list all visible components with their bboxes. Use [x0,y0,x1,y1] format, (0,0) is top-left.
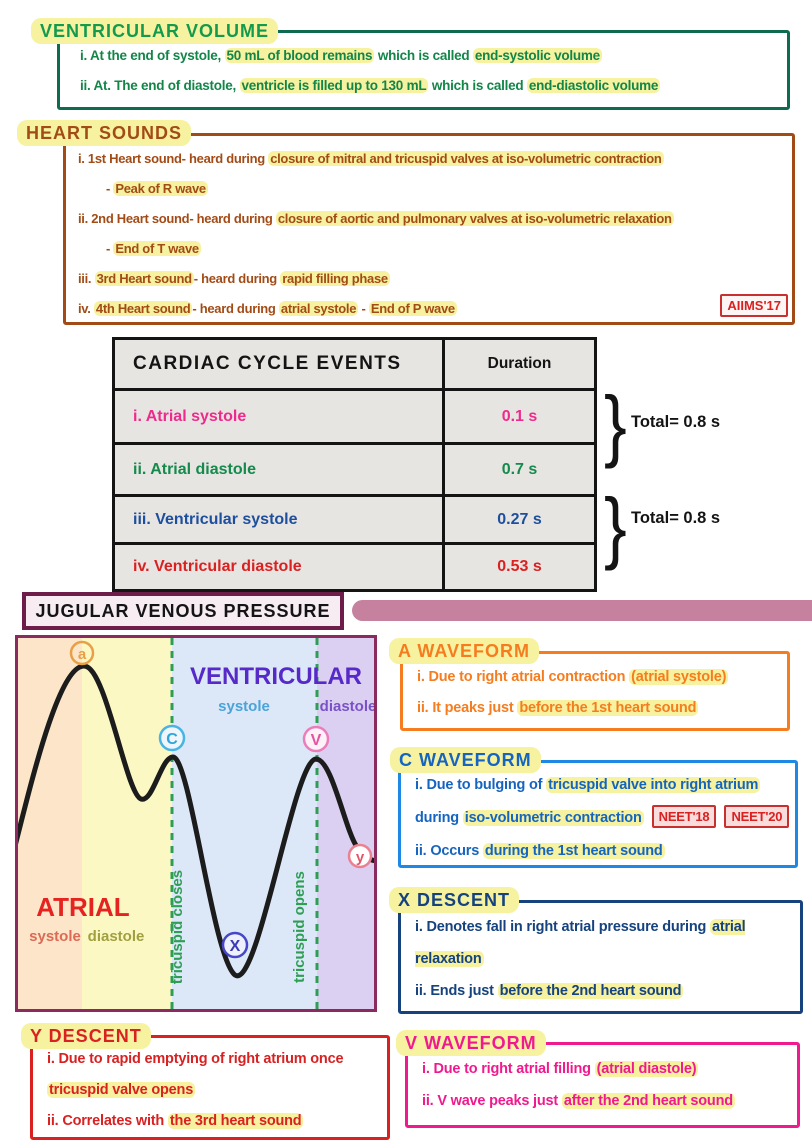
y-descent-label: y [355,849,365,866]
v-wave-label: V [310,732,322,749]
tricuspid-opens-label: tricuspid opens [291,871,308,983]
region-atrial-systole [18,638,82,1009]
section-ventricular-volume [40,21,790,110]
atrial-diastole-label: diastole [87,928,145,945]
c-waveform-items [401,763,795,868]
atrial-region-label: ATRIAL [36,892,130,922]
section-x-descent [398,890,803,1014]
x-descent-items [401,903,800,1007]
exam-badge-aiims17: AIIMS'17 [720,294,788,317]
table-row-value: 0.27 s [445,497,594,542]
note-line: i. Denotes fall in right atrial pressure during atrial relaxation [415,919,746,967]
section-y-descent [30,1026,390,1140]
a-wave-label: a [77,646,87,663]
ventricular-diastole-label: diastole [319,698,374,715]
note-line: i. At the end of systole, 50 mL of blood remains which is called end-systolic volume [80,48,600,63]
section-title-heart-sounds: HEART SOUNDS [17,120,191,146]
heart-sounds-items [66,136,792,324]
ventricular-systole-label: systole [218,698,270,715]
jvp-waveform-graph [15,635,377,1012]
table-row-label: i. Atrial systole [115,391,442,442]
brace-ventricular-total: } [604,482,627,571]
table-row-label: ii. Atrial diastole [115,445,442,494]
section-v-waveform [405,1033,800,1128]
region-atrial-diastole [82,638,172,1009]
note-line: i. Due to rapid emptying of right atrium once tricuspid valve opens [47,1051,344,1098]
note-line: ii. Occurs during the 1st heart sound [415,843,663,859]
note-line: ii. Correlates with the 3rd heart sound [47,1113,302,1129]
y-descent-items [33,1038,387,1137]
section-title-y-descent: Y DESCENT [21,1023,151,1049]
note-line: iv. 4th Heart sound - heard during atrial systole - End of P wave [78,301,455,316]
note-line: ii. V wave peaks just after the 2nd heart sound [422,1093,733,1109]
table-header-duration: Duration [445,340,594,388]
note-line: i. Due to right atrial contraction (atrial systole) [417,669,727,685]
note-line: iii. 3rd Heart sound - heard during rapid filling phase [78,271,388,286]
table-row-value: 0.53 s [445,545,594,589]
total-ventricular: Total= 0.8 s [631,509,721,527]
note-line: - End of T wave [106,241,199,256]
note-line: ii. Ends just before the 2nd heart sound [415,983,682,999]
section-title-a-waveform: A WAVEFORM [389,638,539,664]
section-title-v-waveform: V WAVEFORM [396,1030,546,1056]
table-row-label: iii. Ventricular systole [115,497,442,542]
ventricular-region-label: VENTRICULAR [190,663,362,690]
section-title-ventricular-volume: VENTRICULAR VOLUME [31,18,278,44]
section-a-waveform [398,641,790,731]
note-line: i. Due to bulging of tricuspid valve into right atrium during iso-volumetric contraction NEET'18 NEET'20 [415,769,791,835]
note-line: ii. It peaks just before the 1st heart sound [417,700,697,716]
section-heart-sounds [26,123,795,325]
total-atrial: Total= 0.8 s [631,413,721,431]
section-c-waveform [398,750,798,868]
exam-badge: NEET'18 [652,805,717,828]
cardiac-cycle-table [112,337,597,592]
note-line: i. Due to right atrial filling (atrial diastole) [422,1061,697,1077]
section-title-c-waveform: C WAVEFORM [390,747,541,773]
note-line: ii. 2nd Heart sound- heard during closure of aortic and pulmonary valves at iso-volumetric relaxation [78,211,672,226]
exam-badge: NEET'20 [724,805,789,828]
tricuspid-closes-label: tricuspid closes [169,869,186,985]
x-descent-label: X [229,938,241,955]
note-line: i. 1st Heart sound- heard during closure of mitral and tricuspid valves at iso-volumetric contraction [78,151,662,166]
table-header-events: CARDIAC CYCLE EVENTS [115,340,442,388]
atrial-systole-label: systole [29,928,81,945]
section-title-jugular-venous-pressure: JUGULAR VENOUS PRESSURE [22,592,344,630]
brace-atrial-total: } [604,380,627,469]
table-row-value: 0.7 s [445,445,594,494]
c-wave-label: C [166,731,178,748]
note-line: ii. At. The end of diastole, ventricle is filled up to 130 mL which is called end-diastolic volume [80,78,659,93]
a-waveform-items [403,654,787,724]
jvp-waveform-svg [18,638,374,1009]
table-row-value: 0.1 s [445,391,594,442]
section-title-x-descent: X DESCENT [389,887,519,913]
note-line: - Peak of R wave [106,181,206,196]
pink-divider-bar [352,600,812,621]
table-row-label: iv. Ventricular diastole [115,545,442,589]
